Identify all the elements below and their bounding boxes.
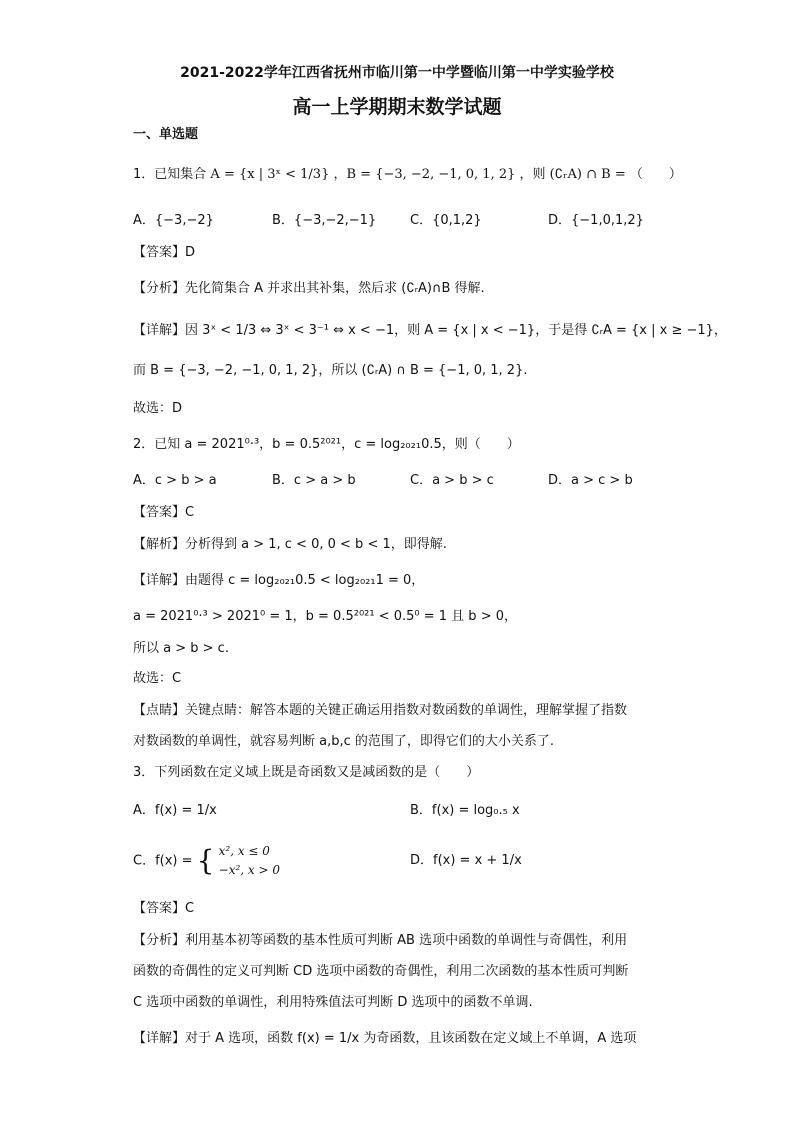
q3-option-c-piece1: x², x ≤ 0 (218, 844, 270, 858)
q3-answer: 【答案】C (133, 901, 195, 916)
q3-option-c-prefix: C．f(x) = (133, 853, 193, 869)
q3-option-b: B．f(x) = log₀.₅ x (410, 803, 520, 818)
q1-option-c: C．{0,1,2} (410, 213, 482, 228)
q2-option-c: C．a > b > c (410, 473, 494, 488)
q2-option-a: A．c > b > a (133, 473, 217, 488)
q2-detail-3: 所以 a > b > c. (133, 641, 229, 656)
q1-detail-1: 【详解】因 3ˣ < 1/3 ⇔ 3ˣ < 3⁻¹ ⇔ x < −1，则 A = {x | x < −1}，于是得 ∁ᵣA = {x | x ≥ −1}， (133, 323, 727, 338)
q3-option-c-pieces (219, 842, 280, 880)
q1-option-a: A．{−3,−2} (133, 213, 214, 228)
q3-detail-1: 【详解】对于 A 选项，函数 f(x) = 1/x 为奇函数，且该函数在定义域上不单调，A 选项 (133, 1031, 637, 1046)
q2-analysis: 【解析】分析得到 a > 1, c < 0, 0 < b < 1，即得解. (133, 537, 447, 552)
q3-stem: 3．下列函数在定义域上既是奇函数又是减函数的是（ ） (133, 765, 480, 780)
q2-option-b: B．c > a > b (272, 473, 356, 488)
q1-option-b: B．{−3,−2,−1} (272, 213, 377, 228)
q3-option-a: A．f(x) = 1/x (133, 803, 217, 818)
q1-prefix: 1．已知集合 (133, 167, 207, 182)
q1-stem (133, 166, 682, 184)
q3-option-c (133, 842, 280, 880)
q1-detail-2: 而 B = {−3, −2, −1, 0, 1, 2}，所以 (∁ᵣA) ∩ B = {−1, 0, 1, 2}. (133, 363, 528, 378)
q2-detail-1: 【详解】由题得 c = log₂₀₂₁0.5 < log₂₀₂₁1 = 0， (133, 573, 425, 588)
q2-conclusion: 故选：C (133, 671, 182, 686)
q1-set-b: ，B = {−3, −2, −1, 0, 1, 2} (333, 167, 516, 182)
q1-analysis: 【分析】先化简集合 A 并求出其补集，然后求 (∁ᵣA)∩B 得解. (133, 281, 485, 296)
section-heading: 一、单选题 (133, 127, 199, 142)
q2-comment-1: 【点睛】关键点睛：解答本题的关键正确运用指数对数函数的单调性，理解掌握了指数 (133, 703, 628, 718)
q3-analysis-3: C 选项中函数的单调性，利用特殊值法可判断 D 选项中的函数不单调. (133, 995, 533, 1010)
q1-ask: ，则 (∁ᵣA) ∩ B = （ ） (519, 167, 682, 182)
q1-set-a: A = {x | 3ˣ < 1/3} (210, 167, 330, 182)
q3-analysis-2: 函数的奇偶性的定义可判断 CD 选项中函数的奇偶性，利用二次函数的基本性质可判断 (133, 964, 629, 979)
q1-option-d: D．{−1,0,1,2} (548, 213, 644, 228)
q3-option-c-piece2: −x², x > 0 (218, 863, 280, 877)
q2-stem: 2．已知 a = 2021⁰·³，b = 0.5²⁰²¹，c = log₂₀₂₁0.5，则（ ） (133, 437, 520, 452)
q3-option-d: D．f(x) = x + 1/x (410, 853, 522, 868)
q2-detail-2: a = 2021⁰·³ > 2021⁰ = 1，b = 0.5²⁰²¹ < 0.5⁰ = 1 且 b > 0， (133, 609, 517, 624)
q3-analysis-1: 【分析】利用基本初等函数的基本性质可判断 AB 选项中函数的单调性与奇偶性，利用 (133, 933, 628, 948)
q2-comment-2: 对数函数的单调性，就容易判断 a,b,c 的范围了，即得它们的大小关系了. (133, 734, 555, 749)
q2-answer: 【答案】C (133, 505, 195, 520)
left-brace-icon: { (196, 844, 215, 877)
q2-option-d: D．a > c > b (548, 473, 633, 488)
exam-title-line1: 2021-2022学年江西省抚州市临川第一中学暨临川第一中学实验学校 (180, 65, 614, 81)
q1-conclusion: 故选：D (133, 401, 183, 416)
exam-title-line2: 高一上学期期末数学试题 (292, 96, 502, 118)
q1-answer: 【答案】D (133, 245, 196, 260)
